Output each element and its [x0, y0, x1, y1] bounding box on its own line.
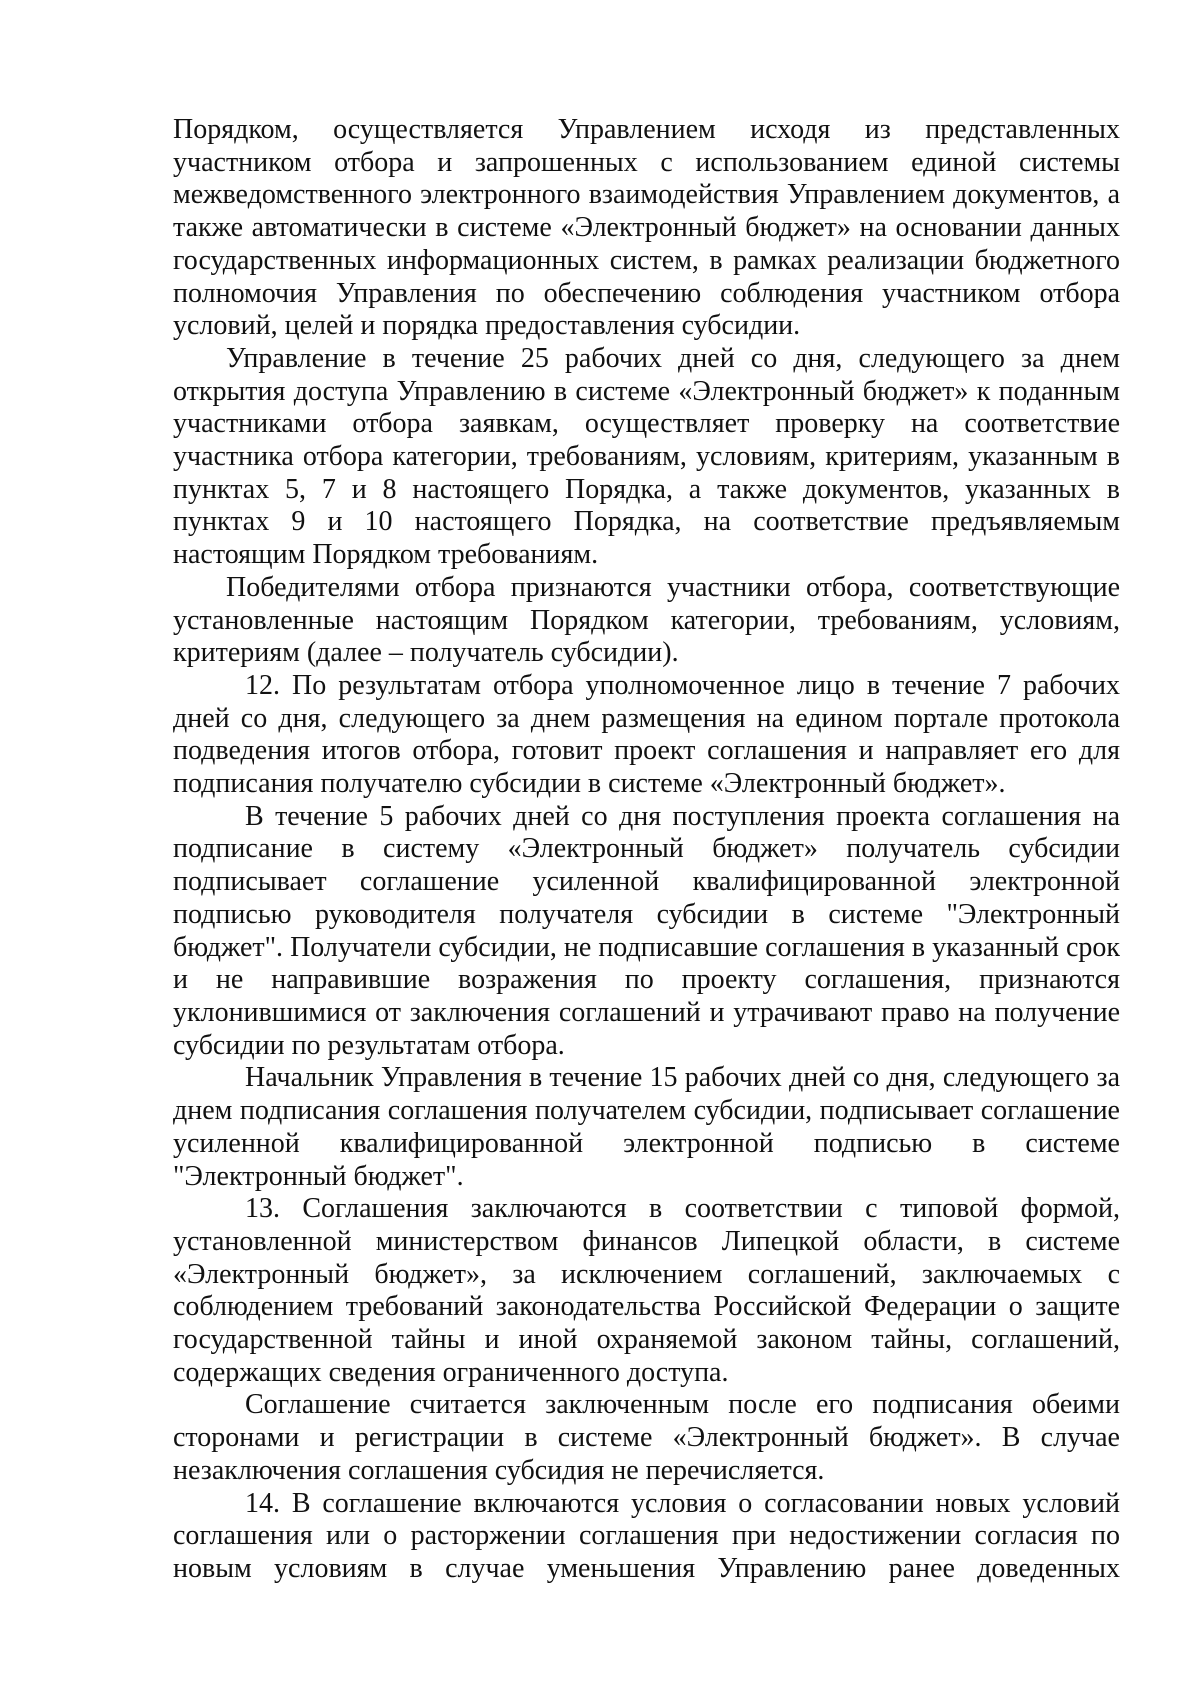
- paragraph-item-12: 12. По результатам отбора уполномоченное лицо в течение 7 рабочих дней со дня, следующего за днем размещения на едином портале протокола подведения итогов отбора, готовит проект соглашения и направляет его для подписания получателю субсидии в системе «Электронный бюджет».: [173, 669, 1120, 800]
- paragraph-application-review: Управление в течение 25 рабочих дней со дня, следующего за днем открытия доступа Управлению в системе «Электронный бюджет» к поданным участниками отбора заявкам, осуществляет проверку на соответствие участника отбора категории, требованиям, условиям, критериям, указанным в пунктах 5, 7 и 8 настоящего Порядка, а также документов, указанных в пунктах 9 и 10 настоящего Порядка, на соответствие предъявляемым настоящим Порядком требованиям.: [173, 342, 1120, 571]
- paragraph-head-signature: Начальник Управления в течение 15 рабочих дней со дня, следующего за днем подписания соглашения получателем субсидии, подписывает соглашение усиленной квалифицированной электронной подписью в системе "Электронный бюджет".: [173, 1062, 1120, 1192]
- paragraph-agreement-concluded: Соглашение считается заключенным после его подписания обеими сторонами и регистрации в системе «Электронный бюджет». В случае незаключения соглашения субсидия не перечисляется.: [173, 1389, 1120, 1486]
- paragraph-item-14: 14. В соглашение включаются условия о согласовании новых условий соглашения или о расторжении соглашения при недостижении согласия по новым условиям в случае уменьшения Управлению ранее доведенных: [173, 1487, 1120, 1584]
- document-page: [173, 114, 1120, 1586]
- paragraph-agreement-signing: В течение 5 рабочих дней со дня поступления проекта соглашения на подписание в систему «Электронный бюджет» получатель субсидии подписывает соглашение усиленной квалифицированной электронной подписью руководителя получателя субсидии в системе "Электронный бюджет". Получатели субсидии, не подписавшие соглашения в указанный срок и не направившие возражения по проекту соглашения, признаются уклонившимися от заключения соглашений и утрачивают право на получение субсидии по результатам отбора.: [173, 800, 1120, 1061]
- paragraph-item-13: 13. Соглашения заключаются в соответствии с типовой формой, установленной министерством финансов Липецкой области, в системе «Электронный бюджет», за исключением соглашений, заключаемых с соблюдением требований законодательства Российской Федерации о защите государственной тайны и иной охраняемой законом тайны, соглашений, содержащих сведения ограниченного доступа.: [173, 1193, 1120, 1388]
- paragraph-selection-winners: Победителями отбора признаются участники отбора, соответствующие установленные настоящим Порядком категории, требованиям, условиям, критериям (далее – получатель субсидии).: [173, 571, 1120, 669]
- paragraph-eligibility-check-ending: Порядком, осуществляется Управлением исходя из представленных участником отбора и запрошенных с использованием единой системы межведомственного электронного взаимодействия Управлением документов, а также автоматически в системе «Электронный бюджет» на основании данных государственных информационных систем, в рамках реализации бюджетного полномочия Управления по обеспечению соблюдения участником отбора условий, целей и порядка предоставления субсидии.: [173, 114, 1120, 342]
